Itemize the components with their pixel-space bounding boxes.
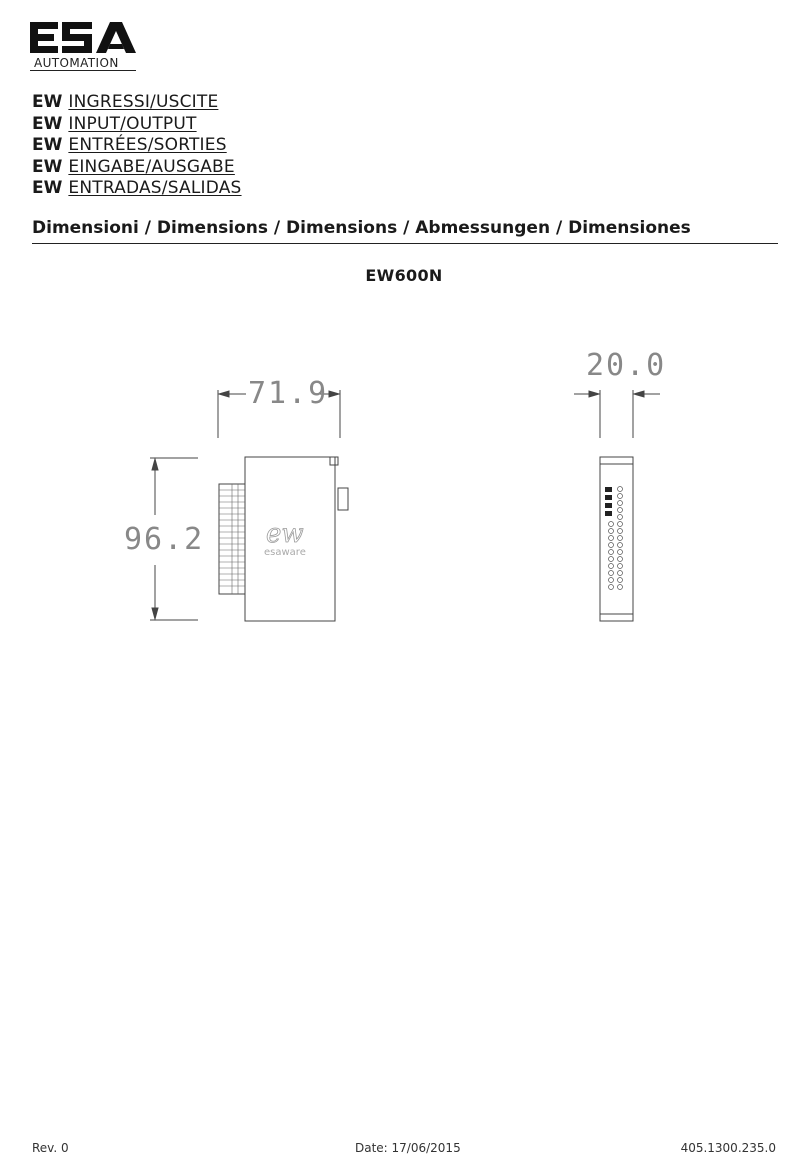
title-list <box>32 92 242 200</box>
logo-subtitle: AUTOMATION <box>34 56 119 70</box>
title-line <box>32 135 242 157</box>
title-line <box>32 178 242 200</box>
title-prefix: EW <box>32 92 63 112</box>
title-line <box>32 157 242 179</box>
footer-date: Date: 17/06/2015 <box>355 1141 461 1155</box>
title-text: EINGABE/AUSGABE <box>68 156 235 177</box>
title-prefix: EW <box>32 135 63 155</box>
title-prefix: EW <box>32 113 63 134</box>
section-heading: Dimensioni / Dimensions / Dimensions / Abmessungen / Dimensiones <box>32 218 778 244</box>
brand-mark: esaware <box>264 547 306 558</box>
dimension-drawing <box>0 330 808 640</box>
title-text: INGRESSI/USCITE <box>68 92 219 112</box>
title-prefix: EW <box>32 156 63 177</box>
logo-underline <box>30 70 136 71</box>
drawing-svg <box>0 330 808 640</box>
title-prefix: EW <box>32 178 63 198</box>
title-line <box>32 92 242 114</box>
title-text: INPUT/OUTPUT <box>68 113 197 134</box>
depth-dimension: 20.0 <box>586 348 667 383</box>
title-text: ENTRÉES/SORTIES <box>68 135 227 155</box>
svg-text:ew: ew <box>266 519 304 549</box>
ew-logo-icon <box>266 519 304 549</box>
model-name: EW600N <box>365 266 443 285</box>
width-dimension: 71.9 <box>248 376 329 411</box>
footer-code: 405.1300.235.0 <box>680 1141 776 1155</box>
title-text: ENTRADAS/SALIDAS <box>68 178 242 198</box>
title-line <box>32 114 242 136</box>
footer-rev: Rev. 0 <box>32 1141 69 1155</box>
height-dimension: 96.2 <box>124 522 205 557</box>
